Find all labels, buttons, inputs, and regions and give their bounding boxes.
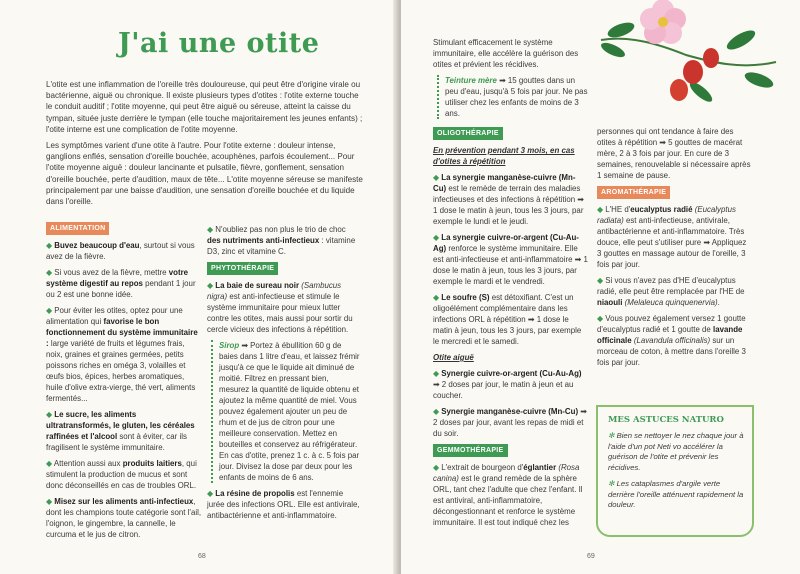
bullet-diamond-icon: ◆ xyxy=(433,233,442,242)
bullet-diamond-icon: ◆ xyxy=(207,489,216,498)
astuces-box xyxy=(596,405,754,537)
bullet-diamond-icon: ◆ xyxy=(46,241,55,250)
tag-aromatherapie: AROMATHÉRAPIE xyxy=(597,186,670,199)
rose-illustration-icon xyxy=(591,0,781,115)
list-item: ◆ Le sucre, les aliments ultratransformés, le gluten, les céréales raffinées et l'alcool sont à éviter, car ils fragilisent le système immunitaire. xyxy=(46,410,195,452)
astuce-item: ✻ Les cataplasmes d'argile verte derrière l'oreille atténuent rapidement la douleur. xyxy=(608,479,744,509)
teinture-mere: Teinture mère ➡ 15 gouttes dans un peu d'eau, jusqu'à 5 fois par jour. Ne pas utiliser chez les enfants de moins de 3 ans. xyxy=(437,75,588,119)
page-title: J'ai une otite xyxy=(118,28,320,59)
bullet-diamond-icon: ◆ xyxy=(46,497,55,506)
list-item: ◆ Attention aussi aux produits laitiers, qui stimulent la production de mucus et sont donc déconseillés en cas de troubles ORL. xyxy=(46,459,197,490)
tag-phytotherapie: PHYTOTHÉRAPIE xyxy=(207,262,278,275)
bullet-diamond-icon: ◆ xyxy=(46,268,55,277)
aigue-subtitle: Otite aiguë xyxy=(433,353,474,362)
bullet-diamond-icon: ◆ xyxy=(433,369,442,378)
astuces-title: MES ASTUCES NATURO xyxy=(608,415,724,425)
list-item: ◆ Synergie manganèse-cuivre (Mn-Cu) ➡ 2 doses par jour, avant les repas de midi et du soir. xyxy=(433,407,587,438)
list-item: ◆ Si vous n'avez pas d'HE d'eucalyptus radié, elle peut être remplacée par l'HE de niaouli (Melaleuca quinquenervia). xyxy=(597,276,745,307)
tag-gemmotherapie: GEMMOTHÉRAPIE xyxy=(433,444,508,457)
bullet-diamond-icon: ◆ xyxy=(207,225,216,234)
bullet-diamond-icon: ◆ xyxy=(433,407,442,416)
gemmo-continued: personnes qui ont tendance à faire des otites à répétition ➡ 5 gouttes de macérat mère, 2 à 3 fois par jour. En cure de 3 semaines, renouvelable si nécessaire après 1 semaine de pause. xyxy=(597,127,751,180)
list-item: ◆ Synergie cuivre-or-argent (Cu-Au-Ag) ➡ 2 doses par jour, le matin à jeun et au coucher. xyxy=(433,369,582,400)
sparkle-icon: ✻ xyxy=(608,479,617,488)
tag-alimentation: ALIMENTATION xyxy=(46,222,109,235)
page-number-left: 68 xyxy=(198,553,206,560)
list-item: ◆ La synergie cuivre-or-argent (Cu-Au-Ag) renforce le système immunitaire. Elle est anti-infectieuse et anti-inflammatoire ➡ 1 dose le matin à jeun, tous les 3 jours, par exemple le mardi et le vendredi. xyxy=(433,233,588,286)
right-column-2 xyxy=(597,126,752,373)
bullet-diamond-icon: ◆ xyxy=(46,306,55,315)
bullet-diamond-icon: ◆ xyxy=(46,410,55,419)
oligo-subtitle: En prévention pendant 3 mois, en cas d'otites à répétition xyxy=(433,146,575,166)
list-item: ◆ N'oubliez pas non plus le trio de choc des nutriments anti-infectieux : vitamine D3, zinc et vitamine C. xyxy=(207,225,356,256)
right-page xyxy=(401,0,800,574)
bullet-diamond-icon: ◆ xyxy=(46,459,54,468)
list-item: ◆ La synergie manganèse-cuivre (Mn-Cu) est le remède de terrain des maladies infectieuses et des infections à répétition ➡ 1 dose le matin à jeun, tous les 3 jours, par exemple le lundi et le jeudi. xyxy=(433,173,584,226)
bullet-diamond-icon: ◆ xyxy=(433,463,442,472)
bullet-diamond-icon: ◆ xyxy=(597,205,606,214)
left-page xyxy=(0,0,399,574)
list-item: ◆ Si vous avez de la fièvre, mettre votre système digestif au repos pendant 1 jour ou 2 est une bonne idée. xyxy=(46,268,196,299)
list-item: ◆ Misez sur les aliments anti-infectieux, dont les champions toute catégorie sont l'ail, l'oignon, le gingembre, la cannelle, le curcuma et le jus de citron. xyxy=(46,497,202,539)
intro-paragraph-1: L'otite est une inflammation de l'oreille très douloureuse, qui peut être d'origine virale ou bactérienne, aiguë ou chronique. Il existe plusieurs types d'otites : l'otite externe touche le conduit auditif ; l'otite moyenne, qui peut être aiguë ou séreuse, atteint la caisse du tympan, située juste derrière le tympan (elle touche majoritairement les jeunes enfants) ; l'otite interne est une complication de l'otite moyenne. xyxy=(46,80,363,134)
bullet-diamond-icon: ◆ xyxy=(433,293,442,302)
list-item: ◆ Vous pouvez également versez 1 goutte d'eucalyptus radié et 1 goutte de lavande officinale (Lavandula officinalis) sur un morceau de coton, à mettre dans l'oreille 3 fois par jour. xyxy=(597,314,746,367)
list-item: ◆ Le soufre (S) est détoxifiant. C'est un oligoélément complémentaire dans les infections ORL à répétition ➡ 1 dose le matin à jeun, tous les 3 jours, par exemple le mercredi et le samedi. xyxy=(433,293,582,346)
sparkle-icon: ✻ xyxy=(608,431,617,440)
propolis-continued: Stimulant efficacement le système immunitaire, elle accélère la guérison des otites et prévient les récidives. xyxy=(433,38,579,69)
intro-paragraph-2: Les symptômes varient d'une otite à l'autre. Pour l'otite externe : douleur intense, ganglions enflés, sensation d'oreille bouchée, acouphènes, parfois écoulement... Pour l'otite moyenne aiguë : douleur lancinante et pulsatile, fièvre, gonflement, sensation d'oreille bouchée, perte d'audition, maux de tête... L'otite moyenne séreuse se manifeste principalement par une baisse d'audition, une sensation d'oreille bouchée et du liquide dans l'oreille. xyxy=(46,141,363,207)
astuce-item: ✻ Bien se nettoyer le nez chaque jour à l'aide d'un pot Neti vo accélérer la guérison de l'otite et prévenir les récidives. xyxy=(608,431,744,472)
bullet-diamond-icon: ◆ xyxy=(597,314,606,323)
bullet-diamond-icon: ◆ xyxy=(597,276,606,285)
bullet-diamond-icon: ◆ xyxy=(433,173,442,182)
sirop-recipe: Sirop ➡ Portez à ébullition 60 g de baies dans 1 litre d'eau, et laissez frémir jusqu'à ce que le liquide ait diminué de moitié. Filtrez en pressant bien, mesurez la quantité de liquide obtenu et ajoutez la même quantité de miel. Vous pouvez également ajouter un peu de rhum et de jus de citron pour une meilleure conservation. Mettez en bouteilles et conservez au réfrigérateur. En cas d'otite, prenez 1 c. à c. 5 fois par jour. Divisez la dose par deux pour les enfants de moins de 6 ans. xyxy=(211,340,361,483)
tag-oligotherapie: OLIGOTHÉRAPIE xyxy=(433,127,503,140)
list-item: ◆ Pour éviter les otites, optez pour une alimentation qui favorise le bon fonctionnement du système immunitaire : large variété de fruits et légumes frais, noix, graines et graines germées, petits poissons riches en oméga 3, volailles et œufs bios, épices, herbes aromatiques, huile d'olive extra-vierge, thé vert, aliments fermentés... xyxy=(46,306,198,403)
bullet-diamond-icon: ◆ xyxy=(207,281,216,290)
list-item: ◆ La baie de sureau noir (Sambucus nigra) est anti-infectieuse et stimule le système immunitaire pour mieux lutter contre les otites, mais aussi pour sortir du cercle vicieux des infections à répétition. xyxy=(207,281,353,334)
left-column-2 xyxy=(207,224,361,526)
list-item: ◆ La résine de propolis est l'ennemie jurée des infections ORL. Elle est antivirale, antibactérienne et anti-inflammatoire. xyxy=(207,489,360,520)
list-item: ◆ Buvez beaucoup d'eau, surtout si vous avez de la fièvre. xyxy=(46,241,195,261)
right-column-1 xyxy=(433,37,588,533)
left-column-1 xyxy=(46,222,202,545)
page-number-right: 69 xyxy=(587,553,595,560)
list-item: ◆ L'extrait de bourgeon d'églantier (Rosa canina) est le grand remède de la sphère ORL, tant chez l'adulte que chez l'enfant. Il est antiviral, anti-inflammatoire, décongestionnant et renforce le système immunitaire. Il est tout indiqué chez les xyxy=(433,463,583,527)
list-item: ◆ L'HE d'eucalyptus radié (Eucalyptus radiata) est anti-infectieuse, antivirale, antibactérienne et anti-inflammatoire. Très douce, elle peut s'utiliser pure ➡ Appliquez 3 gouttes en massage autour de l'oreille, 3 fois par jour. xyxy=(597,205,747,269)
